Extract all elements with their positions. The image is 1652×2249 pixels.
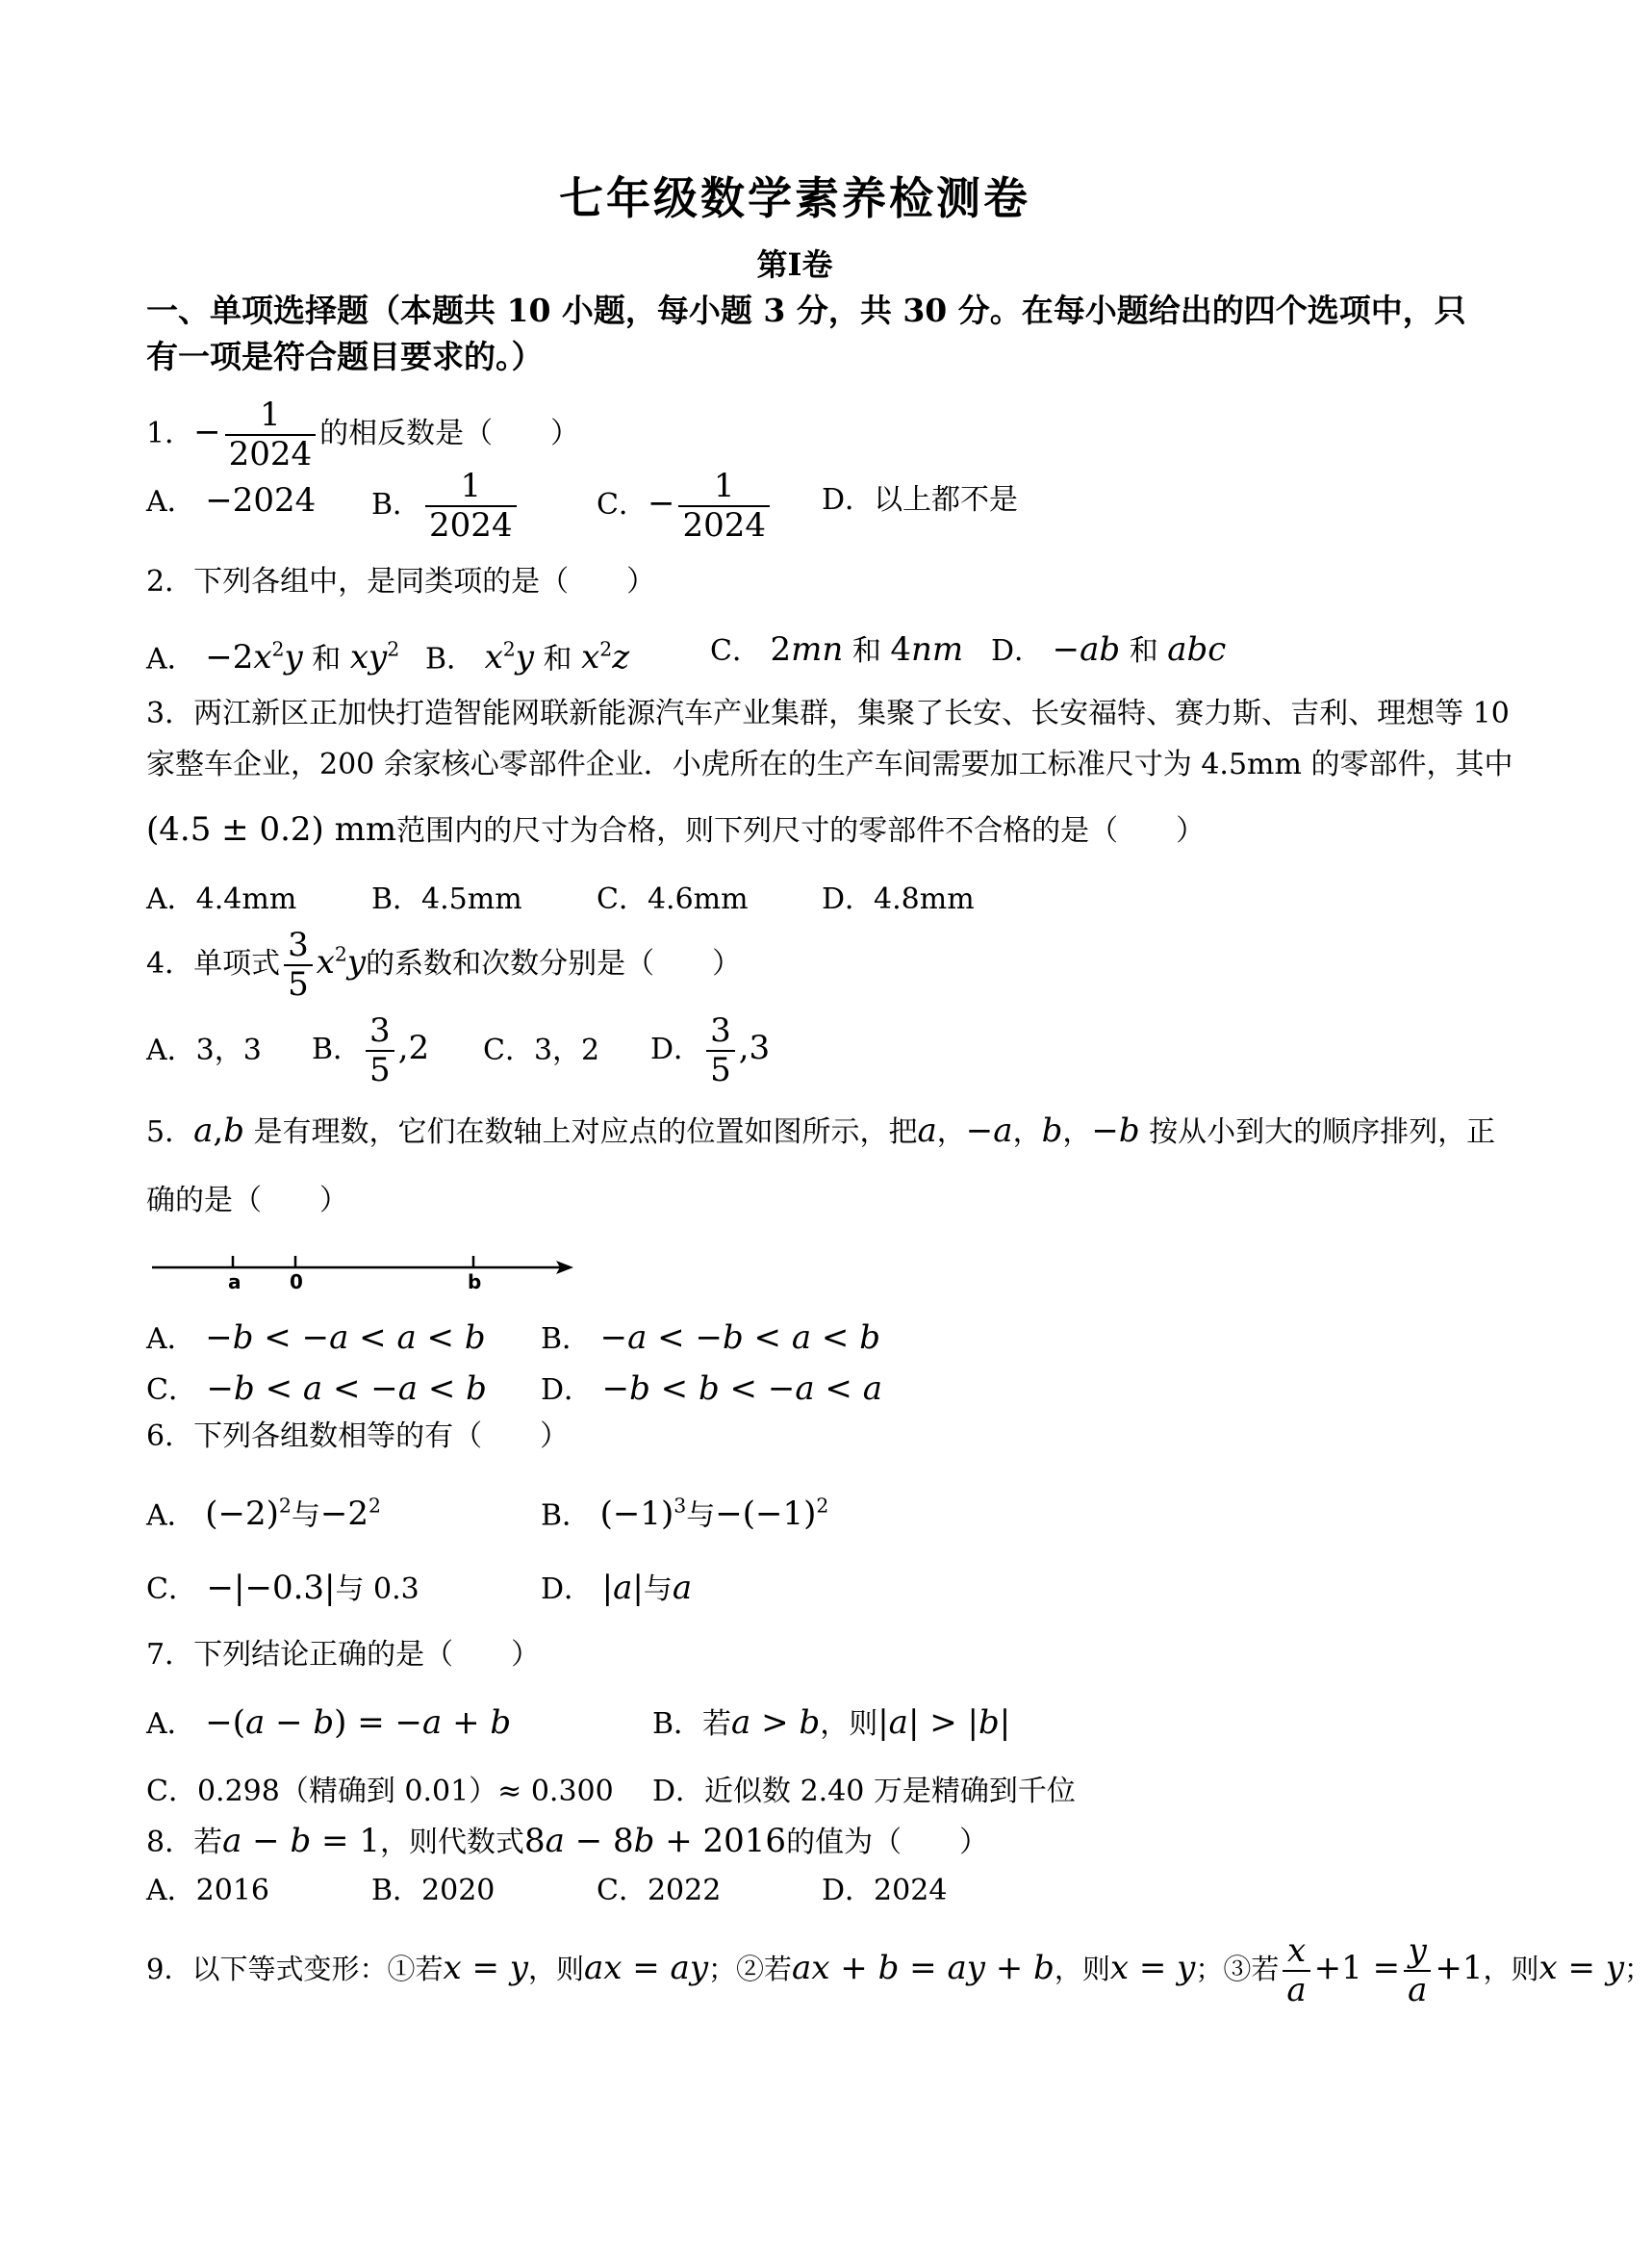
number-line xyxy=(146,1246,579,1294)
question-7-option-c: C．0.298（精确到 0.01）≈ 0.300 xyxy=(146,1775,614,1808)
question-5-option-d: D． −b < b < −a < a xyxy=(541,1369,883,1408)
question-6-option-a: A． $(-2)^2$与$-2^2$ xyxy=(146,1495,381,1534)
question-8-option-a: A．2016 xyxy=(146,1874,270,1907)
question-1-stem: 1．− $\frac{1}{2024}$ 的相反数是（ ） xyxy=(146,396,580,474)
question-3-option-d: D．4.8mm xyxy=(822,882,975,916)
question-2-stem: 2．下列各组中，是同类项的是（ ） xyxy=(146,565,656,599)
question-1-option-c: C．− $\frac{1}{2024}$ xyxy=(597,468,774,545)
question-7-option-a: A． −(a − b) = −a + b xyxy=(146,1703,512,1742)
tick-label-b: b xyxy=(468,1270,482,1293)
question-5-line1: 5．a,b 是有理数，它们在数轴上对应点的位置如图所示，把a，−a，b，−b 按从小到大的顺序排列，正 xyxy=(146,1112,1496,1150)
question-1-option-d: D．以上都不是 xyxy=(822,483,1019,517)
question-6-option-b: B． $(-1)^3$与$-(-1)^2$ xyxy=(541,1495,829,1534)
section-heading-line2: 有一项是符合题目要求的。） xyxy=(146,338,544,375)
question-7-option-d: D．近似数 2.40 万是精确到千位 xyxy=(652,1775,1076,1808)
question-6-option-d: D． |a|与a xyxy=(541,1569,693,1607)
question-1-option-a: A． −2024 xyxy=(146,481,317,520)
question-7-option-b: B．若a > b，则|a| > |b| xyxy=(652,1703,1011,1742)
question-2-option-b: B． $x^2y$ 和 $x^2z$ xyxy=(425,638,630,677)
question-5-option-a: A． −b < −a < a < b xyxy=(146,1318,486,1357)
question-3-option-b: B．4.5mm xyxy=(371,882,522,916)
question-4-option-c: C．3，2 xyxy=(483,1034,600,1067)
page-title: 七年级数学素养检测卷 xyxy=(559,172,1030,224)
question-5-line2: 确的是（ ） xyxy=(146,1184,348,1217)
question-2-option-a: A． $-2x^2y$ 和 $xy^2$ xyxy=(146,638,400,677)
question-3-line2: 家整车企业，200 余家核心零部件企业．小虎所在的生产车间需要加工标准尺寸为 4.5mm 的零部件，其中 xyxy=(146,748,1513,781)
question-2-option-c: C． 2mn 和 4nm xyxy=(710,630,964,669)
question-6-stem: 6．下列各组数相等的有（ ） xyxy=(146,1419,570,1453)
question-3-line1: 3．两江新区正加快打造智能网联新能源汽车产业集群，集聚了长安、长安福特、赛力斯、吉利、理想等 10 xyxy=(146,697,1510,730)
question-5-option-b: B． −a < −b < a < b xyxy=(541,1318,880,1357)
question-6-option-c: C． −|−0.3|与 0.3 xyxy=(146,1569,419,1607)
question-3-option-c: C．4.6mm xyxy=(597,882,749,916)
question-4-option-a: A．3，3 xyxy=(146,1034,262,1067)
question-8-option-d: D．2024 xyxy=(822,1874,948,1907)
question-3-line3: (4.5 ± 0.2) mm范围内的尺寸为合格，则下列尺寸的零部件不合格的是（ ） xyxy=(146,810,1206,849)
question-8-option-c: C．2022 xyxy=(597,1874,722,1907)
paper-part-label: 第Ⅰ卷 xyxy=(756,246,833,283)
fraction: $\frac{1}{2024}$ xyxy=(225,396,317,473)
question-4-option-d: D． $\frac{3}{5}$ ,3 xyxy=(650,1011,771,1090)
question-5-option-c: C． −b < a < −a < b xyxy=(146,1369,487,1408)
question-7-stem: 7．下列结论正确的是（ ） xyxy=(146,1638,541,1672)
section-heading-line1: 一、单项选择题（本题共 10 小题，每小题 3 分，共 30 分。在每小题给出的四个选项中，只 xyxy=(146,292,1466,329)
question-2-option-d: D． −ab 和 abc xyxy=(991,630,1227,669)
question-1-option-b: B． $\frac{1}{2024}$ xyxy=(371,468,521,545)
question-8-stem: 8．若a − b = 1，则代数式8a − 8b + 2016的值为（ ） xyxy=(146,1822,989,1860)
tick-label-a: a xyxy=(228,1270,241,1293)
question-4-stem: 4．单项式 $\frac{3}{5}$ $x^2y$的系数和次数分别是（ ） xyxy=(146,926,742,1005)
question-9-stem: 9．以下等式变形：①若x = y，则ax = ay；②若ax + b = ay + b，则x = y；③若 $\frac{x}{a}$ +1 = $\frac{y}{a}$ +1，则x = y； xyxy=(146,1931,1652,2010)
question-3-option-a: A．4.4mm xyxy=(146,882,297,916)
tick-label-zero: 0 xyxy=(290,1270,303,1293)
question-8-option-b: B．2020 xyxy=(371,1874,496,1907)
question-4-option-b: B． $\frac{3}{5}$ ,2 xyxy=(312,1011,430,1090)
